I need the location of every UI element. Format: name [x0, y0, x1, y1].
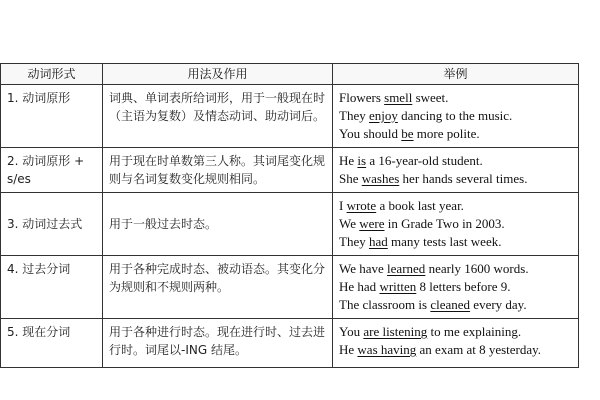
example-sentence: We have learned nearly 1600 words. [339, 261, 529, 276]
underlined-verb: learned [387, 261, 426, 276]
example-sentence: We were in Grade Two in 2003. [339, 216, 505, 231]
table-row [1, 148, 579, 193]
verb-form-cell: 5. 现在分词 [1, 319, 103, 368]
example-sentence: He is a 16-year-old student. [339, 153, 483, 168]
usage-cell: 用于一般过去时态。 [103, 193, 333, 256]
examples-cell [333, 193, 579, 256]
underlined-verb: is [357, 153, 367, 168]
underlined-verb: enjoy [368, 108, 398, 123]
example-sentence: You should be more polite. [339, 126, 480, 141]
underlined-verb: are listening [363, 324, 428, 339]
example-sentence: You are listening to me explaining. [339, 324, 522, 339]
underlined-verb: were [359, 216, 385, 231]
examples-cell [333, 85, 579, 148]
example-sentence: He was having an exam at 8 yesterday. [339, 342, 542, 357]
table-row [1, 193, 579, 256]
header-examples: 举例 [333, 64, 579, 85]
verb-form-cell: 4. 过去分词 [1, 256, 103, 319]
table-header-row [1, 64, 579, 85]
underlined-verb: smell [384, 90, 413, 105]
examples-cell [333, 148, 579, 193]
example-sentence: They had many tests last week. [339, 234, 502, 249]
underlined-verb: had [368, 234, 388, 249]
example-sentence: She washes her hands several times. [339, 171, 528, 186]
underlined-verb: wrote [346, 198, 377, 213]
example-sentence: They enjoy dancing to the music. [339, 108, 513, 123]
example-sentence: He had written 8 letters before 9. [339, 279, 511, 294]
underlined-verb: be [401, 126, 414, 141]
table-row [1, 256, 579, 319]
table-row [1, 85, 579, 148]
example-sentence: Flowers smell sweet. [339, 90, 449, 105]
header-usage: 用法及作用 [103, 64, 333, 85]
underlined-verb: was having [357, 342, 417, 357]
verb-form-cell: 3. 动词过去式 [1, 193, 103, 256]
examples-cell [333, 256, 579, 319]
verb-form-cell: 1. 动词原形 [1, 85, 103, 148]
usage-cell: 用于各种进行时态。现在进行时、过去进行时。词尾以-ING 结尾。 [103, 319, 333, 368]
usage-cell: 用于各种完成时态、被动语态。其变化分为规则和不规则两种。 [103, 256, 333, 319]
underlined-verb: cleaned [430, 297, 471, 312]
examples-cell [333, 319, 579, 368]
verb-form-cell: 2. 动词原形 + s/es [1, 148, 103, 193]
usage-cell: 用于现在时单数第三人称。其词尾变化规则与名词复数变化规则相同。 [103, 148, 333, 193]
table-row [1, 319, 579, 368]
example-sentence: The classroom is cleaned every day. [339, 297, 527, 312]
underlined-verb: washes [361, 171, 400, 186]
example-sentence: I wrote a book last year. [339, 198, 464, 213]
underlined-verb: written [379, 279, 417, 294]
verb-forms-table [0, 63, 579, 368]
header-verb-form: 动词形式 [1, 64, 103, 85]
usage-cell: 词典、单词表所给词形，用于一般现在时（主语为复数）及情态动词、助动词后。 [103, 85, 333, 148]
